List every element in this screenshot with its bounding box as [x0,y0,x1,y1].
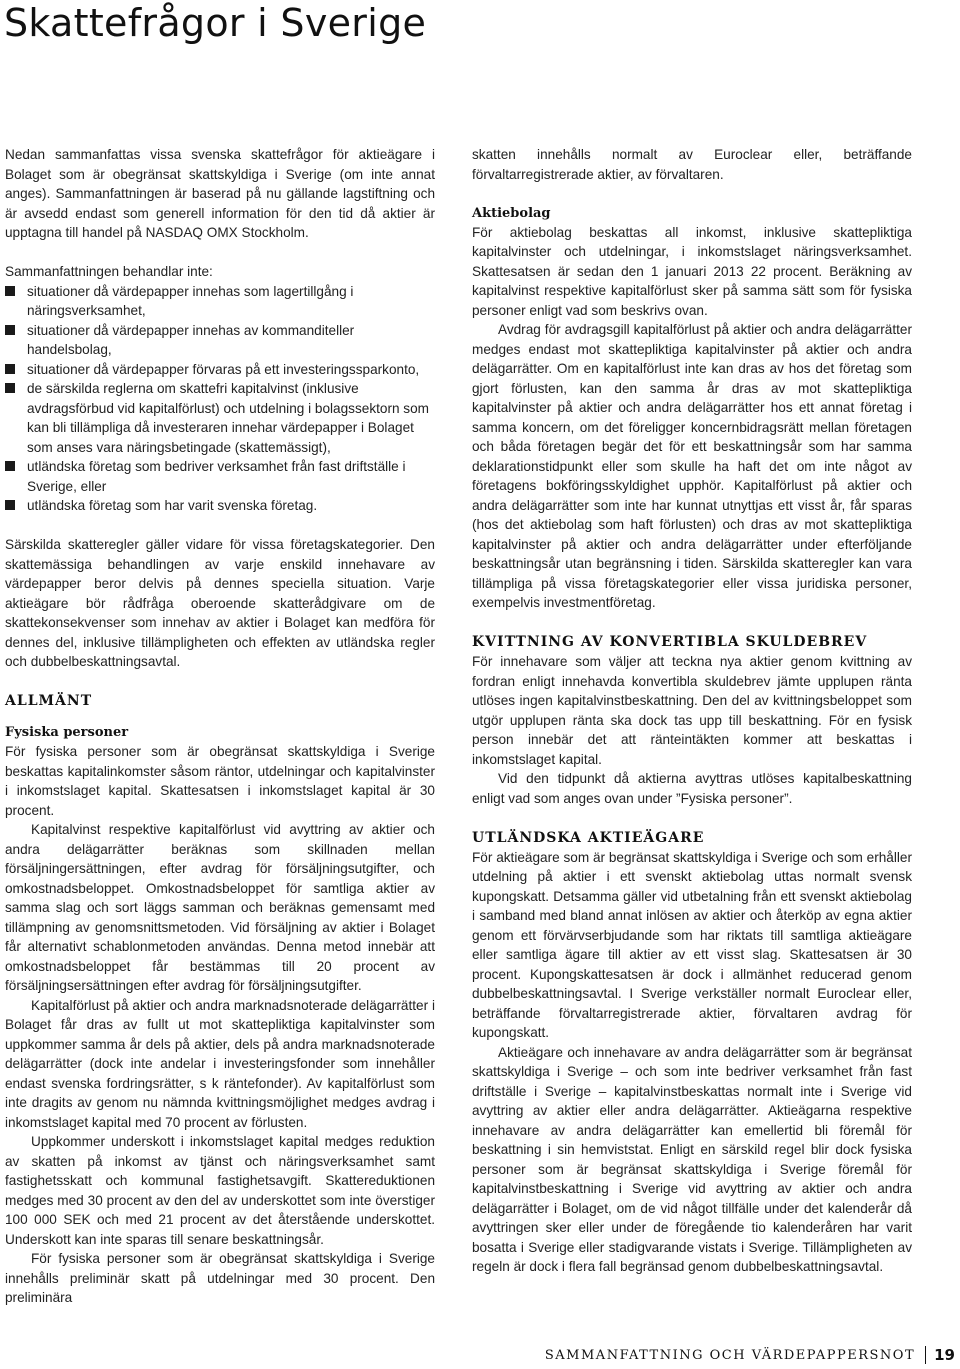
intro-paragraph: Nedan sammanfattas vissa svenska skattefrågor för aktieägare i Bolaget som är obegränsat skattskyldiga i Sverige (om inte annat anges). Sammanfattningen är baserad på nu gällande lagstiftning och är avsedd endast som generell information för den tid då aktier är upptagna till handel på NASDAQ OMX Stockholm. [5,147,435,240]
list-intro: Sammanfattningen behandlar inte: [5,264,213,279]
section-heading-convertibles: KVITTNING AV KONVERTIBLA SKULDEBREV [472,634,868,650]
footer-label: SAMMANFATTNING OCH VÄRDEPAPPERSNOT [544,1347,916,1363]
natural-persons-paragraph-4: Uppkommer underskott i inkomstslaget kapital medges reduktion av skatten på inkomst av tjänst och näringsverksamhet samt fastighetsskatt och kommunal fastighetsavgift. Skattereduktionen medges med 30 procent av den del av underskottet som inte överstiger 100 000 SEK och med 21 procent av det återstående underskottet. Underskott kan inte sparas till senare beskattningsår. [5,1134,435,1247]
list-item: situationer då värdepapper innehas som lagertillgång i näringsverksamhet, [5,282,435,321]
companies-paragraph-1: För aktiebolag beskattas all inkomst, inklusive skattepliktiga kapitalvinster och utdelningar, i inkomstslaget näringsverksamhet. Skattesatsen är sedan den 1 januari 2013 22 procent. Beräkning av kapitalvinst respektive kapitalförlust sker på samma sätt som för fysiska personer enligt vad som beskrivs ovan. [472,224,912,318]
right-column [472,145,912,1277]
page-title: Skattefrågor i Sverige [4,1,427,45]
list-item: utländska företag som har varit svenska företag. [5,496,435,516]
subheading-limited-companies: Aktiebolag [472,205,551,221]
square-bullet-icon [5,461,15,471]
page-number: 19 [925,1346,955,1364]
foreign-paragraph-2: Aktieägare och innehavare av andra delägarrätter som är begränsat skattskyldiga i Sverige – och som inte bedriver verksamhet från fast driftställe i Sverige – kapitalvinstbeskattas normalt inte i Sverige vid avyttring av aktier eller andra delägarrätter. Aktieägarna respektive innehavare av andra delägarrätter kan emellertid bli föremål för beskattning i sin hemviststat. Enligt en särskild regel blir dock fysiska personer som är begränsat skattskyldiga i Sverige föremål för kapitalvinstbeskattning i Sverige vid avyttring av aktier och andra delägarrätter i Bolaget, om de vid något tillfälle under det kalenderår då avyttringen sker eller under de föregående tio kalenderåren har varit bosatta i Sverige eller stadigvarande vistats i Sverige. Tillämpligheten av regeln är dock i flera fall begränsad genom dubbelbeskattningsavtal. [472,1044,912,1274]
special-rules-paragraph: Särskilda skatteregler gäller vidare för vissa företagskategorier. Den skattemässiga behandlingen av varje enskild innehavare av värdepapper beror delvis på dennes speciella situation. Varje aktieägare bör rådfråga oberoende skatterådgivare om de skattekonsekvenser som innehav av aktier i Bolaget kan medföra för dennes del, inklusive tillämpligheten och effekten av utländska regler och dubbelbeskattningsavtal. [5,537,435,669]
list-item: situationer då värdepapper förvaras på ett investeringssparkonto, [5,360,435,380]
list-item: de särskilda reglerna om skattefri kapitalvinst (inklusive avdragsförbud vid kapitalförlust) och utdelning i bolagssektorn som kan bli tillämpliga då investeraren innehar värdepapper i Bolaget som anses vara näringsbetingade (skattemässigt), [5,379,435,457]
natural-persons-paragraph-1: För fysiska personer som är obegränsat skattskyldiga i Sverige beskattas kapitalinkomster såsom räntor, utdelningar och kapitalvinster i inkomstslaget kapital. Skattesatsen i inkomstslaget kapital är 30 procent. [5,744,435,818]
convertibles-paragraph-2: Vid den tidpunkt då aktierna avyttras utlöses kapitalbeskattning enligt vad som anges ovan under ”Fysiska personer”. [472,771,912,806]
natural-persons-paragraph-5: För fysiska personer som är obegränsat skattskyldiga i Sverige innehålls preliminär skatt på utdelningar med 30 procent. Den preliminära [5,1251,435,1305]
continued-paragraph: skatten innehålls normalt av Euroclear eller, beträffande förvaltarregistrerade aktier, av förvaltaren. [472,147,912,182]
square-bullet-icon [5,325,15,335]
square-bullet-icon [5,286,15,296]
list-item: utländska företag som bedriver verksamhet från fast driftställe i Sverige, eller [5,457,435,496]
square-bullet-icon [5,383,15,393]
page-footer [545,1346,955,1364]
subheading-natural-persons: Fysiska personer [5,725,129,740]
natural-persons-paragraph-3: Kapitalförlust på aktier och andra marknadsnoterade delägarrätter i Bolaget får dras av fullt ut mot skattepliktiga kapitalvinster som uppkommer samma år dels på aktier, dels på andra marknadsnoterade delägarrätter (dock inte andelar i investeringsfonder som innehåller endast svenska fordringsrätter, s k räntefonder). Av kapitalförlust som inte dragits av genom nu nämnda kvittningsmöjlighet medges avdrag i inkomstslaget kapital med 70 procent av förlusten. [5,997,435,1130]
convertibles-paragraph-1: För innehavare som väljer att teckna nya aktier genom kvittning av fordran enligt innehavda konvertibla skuldebrev jämte upplupen ränta utlöses ingen kapitalvinstbeskattning. Den del av kvittningsbeloppet som utgör upplupen ränta ska dock tas upp till beskattning. För en fysisk person innebär det att ränteintäkten kommer att beskattas i inkomstslaget kapital. [472,654,912,767]
list-item: situationer då värdepapper innehas av kommanditeller handelsbolag, [5,321,435,360]
foreign-paragraph-1: För aktieägare som är begränsat skattskyldiga i Sverige och som erhåller utdelning på aktier i ett svenskt aktiebolag uttas normalt svensk kupongskatt. Detsamma gäller vid utbetalning från ett svenskt aktiebolag i samband med bland annat inlösen av aktier och återköp av egna aktier genom ett förvärvserbjudande som har riktats till samtliga aktieägare eller samtliga ägare till aktier av ett visst slag. Skattesatsen är 30 procent. Kupongskattesatsen är dock i allmänhet reducerad genom dubbelbeskattningsavtal. I Sverige verkställer normalt Euroclear eller, beträffande förvaltarregistrerade aktier, förvaltaren avdrag för kupongskatt. [472,849,912,1040]
natural-persons-paragraph-2: Kapitalvinst respektive kapitalförlust vid avyttring av aktier och andra delägarrätter beräknas som skillnaden mellan försäljningersättningen, efter avdrag för försäljningsutgifter, och omkostnadsbeloppet. Omkostnadsbeloppet för samtliga aktier av samma slag och sort läggs samman och beräknas gemensamt med tillämpning av genomsnittsmetoden. Vid försäljning av aktier i Bolaget får alternativt schablonmetoden användas. Denna metod innebär att omkostnadsbeloppet får bestämmas till 20 procent av försäljningsersättningen efter avdrag för försäljningsutgifter. [5,822,435,993]
square-bullet-icon [5,500,15,510]
square-bullet-icon [5,364,15,374]
companies-paragraph-2: Avdrag för avdragsgill kapitalförlust på aktier och andra delägarrätter medges endast mot skattepliktiga kapitalvinster på aktier och andra delägarrätter. Om en kapitalförlust inte kan dras av hos det företag som gjort förlusten, kan den samma år dras av mot skattepliktiga kapitalvinster på aktier och andra delägarrätter hos ett annat företag i samma koncern, om det föreligger koncernbidragsrätt mellan företagen och båda företagen begär det för ett beskattningsår som har samma deklarationstidpunkt eller som skulle ha haft det om inte något av företagens bokföringsskyldighet upphör. Kapitalförlust på aktier och andra delägarrätter som inte har kunnat utnyttjas ett visst år, får sparas (hos det aktiebolag som haft förlusten) och dras av mot skattepliktiga kapitalvinster på aktier och andra delägarrätter under efterföljande beskattningsår utan begränsning i tiden. Särskilda skatteregler kan vara tillämpliga på vissa företagskategorier eller vissa juridiska personer, exempelvis investmentföretag. [472,322,912,610]
exclusions-list [5,282,435,516]
left-column [5,145,435,1308]
section-heading-general: ALLMÄNT [5,693,93,709]
section-heading-foreign-shareholders: UTLÄNDSKA AKTIEÄGARE [472,829,705,846]
